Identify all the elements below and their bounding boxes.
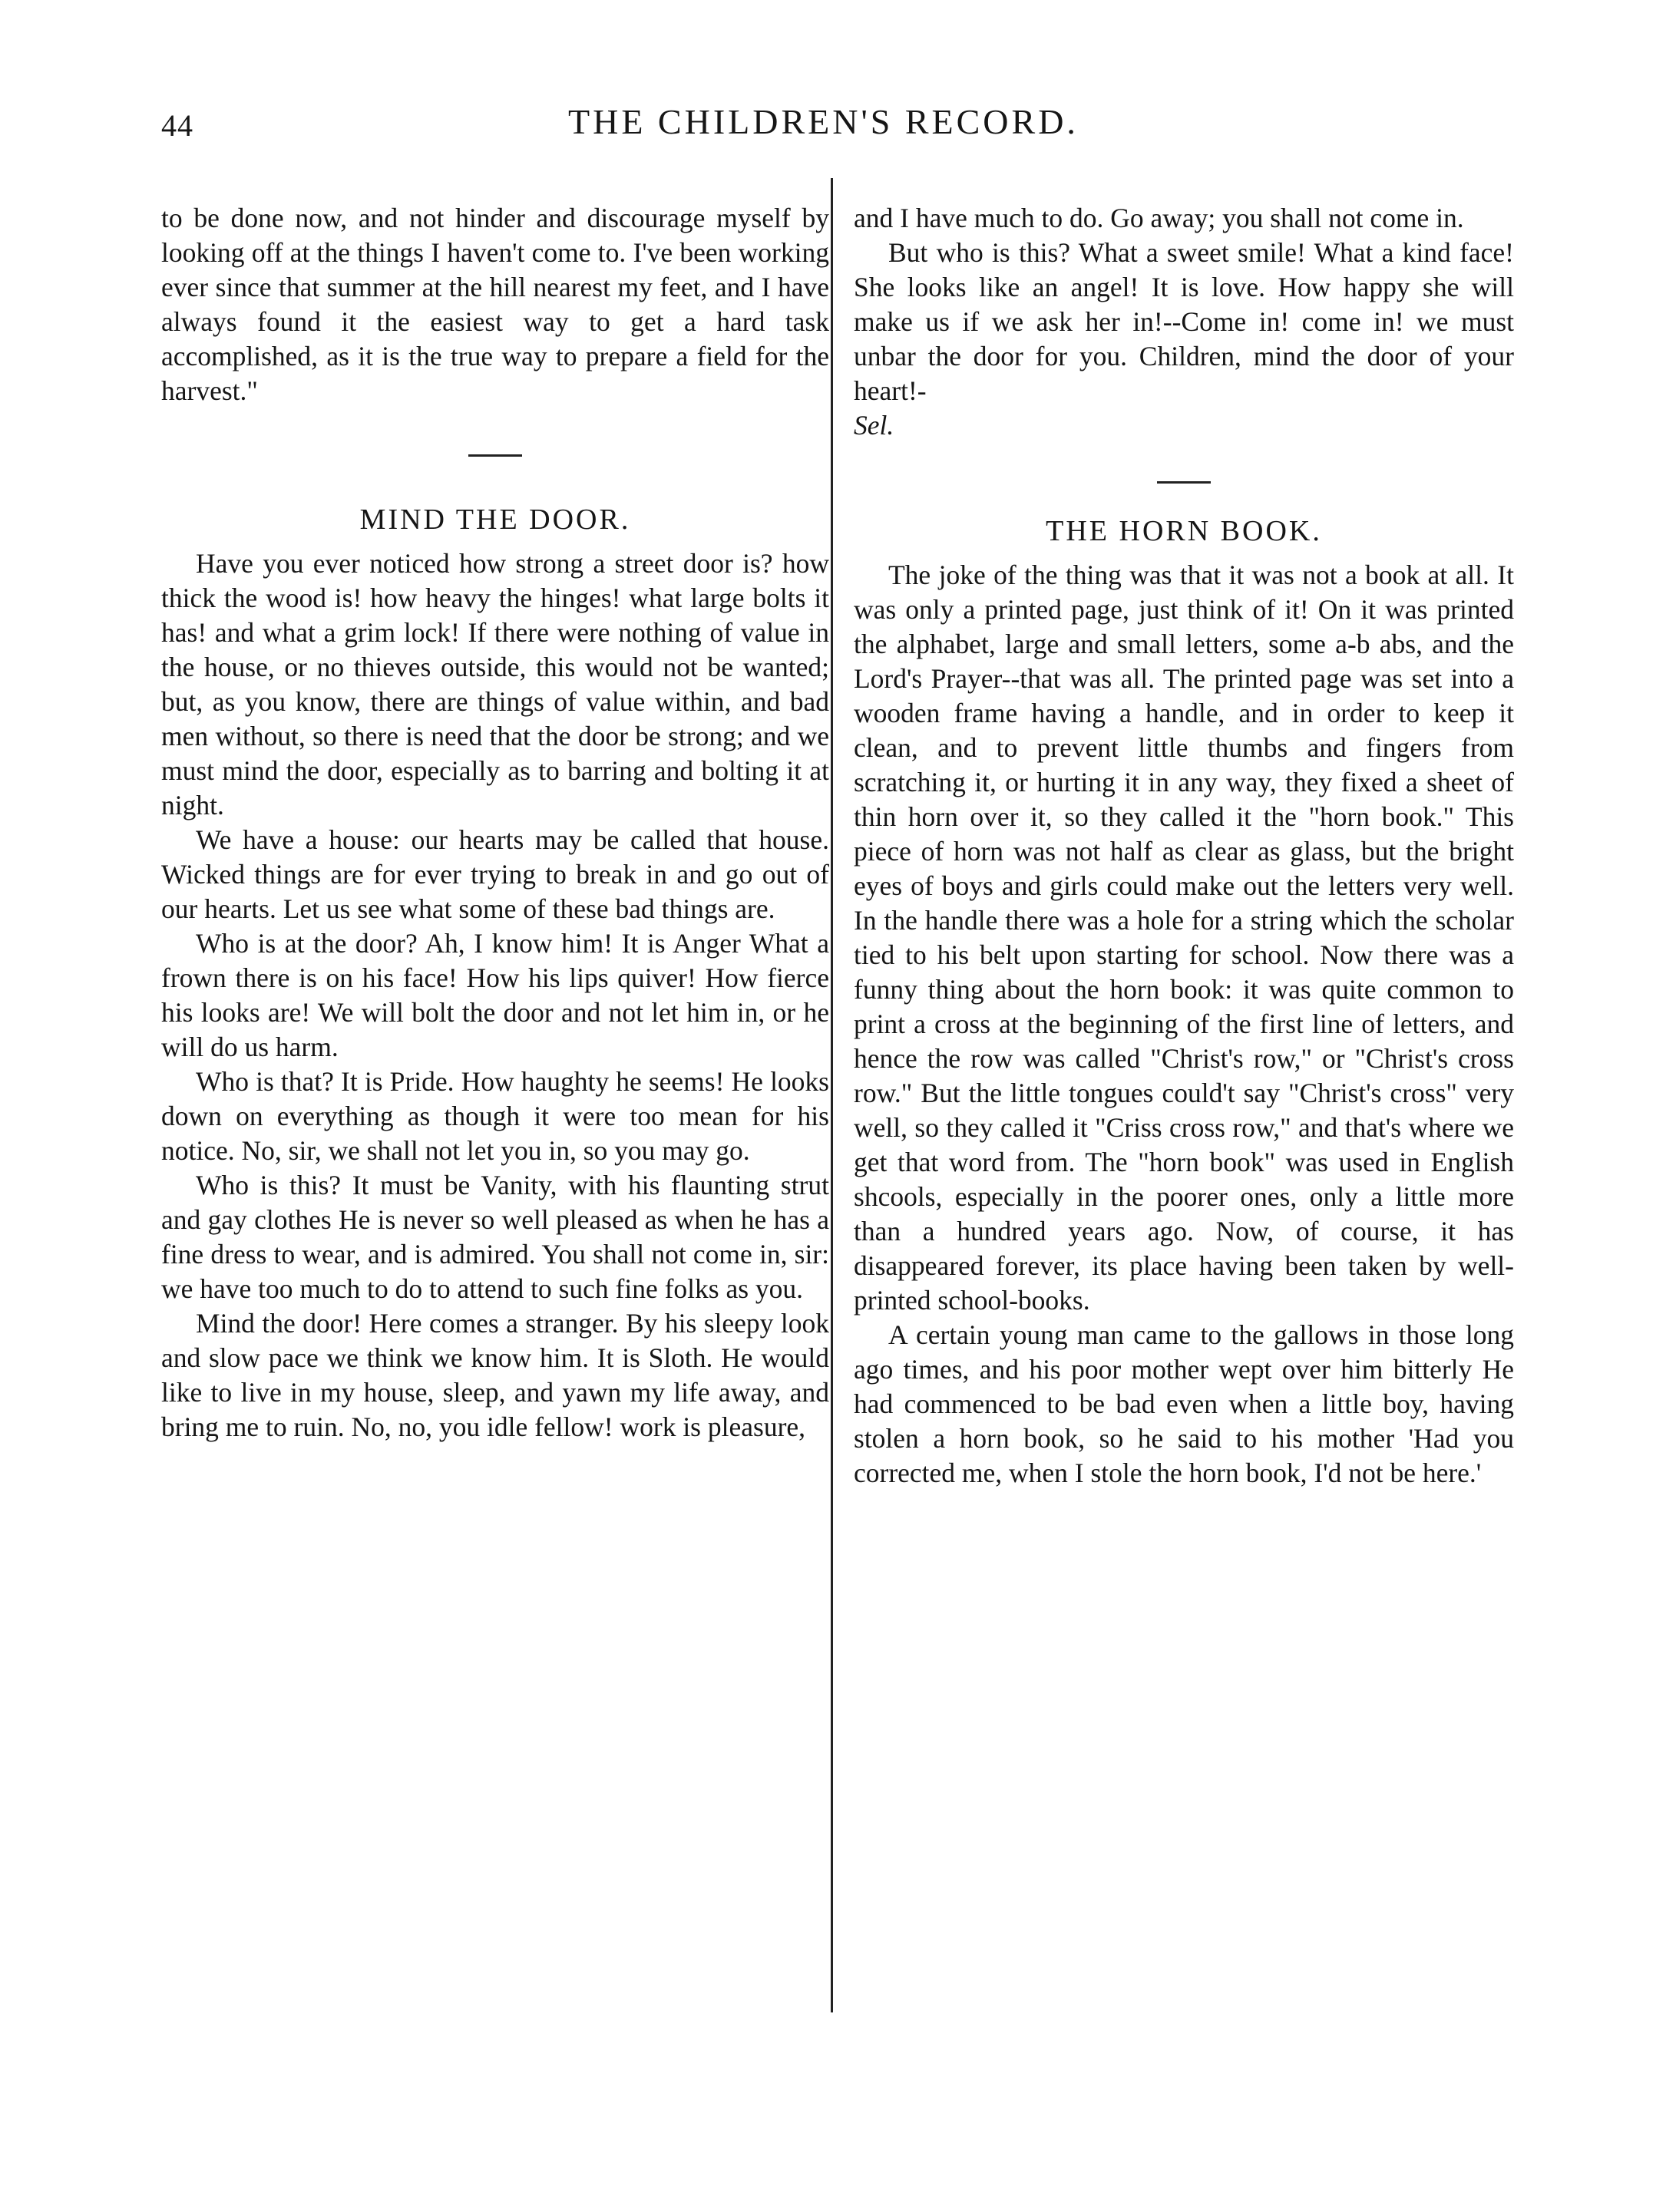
paragraph: Who is this? It must be Vanity, with his flaunting strut and gay clothes He is never so well pleased as when he has a fine dress to wear, and is admired. You shall not come in, sir: we have too much to do to attend to such fine folks as you. — [161, 1170, 829, 1304]
left-column — [161, 201, 829, 1444]
paragraph: The joke of the thing was that it was not a book at all. It was only a printed page, just think of it! On it was printed the alphabet, large and small letters, some a-b abs, and the Lord's Prayer--that was all. The printed page was set into a wooden frame having a handle, and in order to keep it clean, and to prevent little thumbs and fingers from scratching it, or hurting it in any way, they fixed a sheet of thin horn over it, so they called it the "horn book." This piece of horn was not half as clear as glass, but the bright eyes of boys and girls could make out the letters very well. In the handle there was a hole for a string which the scholar tied to his belt upon starting for school. Now there was a funny thing about the horn book: it was quite common to print a cross at the beginning of the first line of letters, and hence the row was called "Christ's row," or "Christ's cross row." But the little tongues could't say "Christ's cross" very well, so they called it "Criss cross row," and that's where we get that word from. The "horn book" was used in English shcools, especially in the poorer ones, only a little more than a hundred years ago. Now, of course, it has disappeared forever, its place having been taken by well-printed school-books. — [854, 560, 1514, 1316]
section-separator — [1157, 481, 1211, 484]
continued-paragraph: and I have much to do. Go away; you shall not come in. — [854, 203, 1464, 233]
right-column — [854, 201, 1514, 1491]
paragraph: Mind the door! Here comes a stranger. By his sleepy look and slow pace we think we know him. It is Sloth. He would like to live in my house, sleep, and yawn my life away, and bring me to ruin. No, no, you idle fellow! work is pleasure, — [161, 1308, 829, 1442]
page-number: 44 — [161, 108, 193, 143]
section-separator — [468, 454, 522, 457]
column-divider — [831, 178, 833, 2012]
paragraph: Who is that? It is Pride. How haughty he seems! He looks down on everything as though it were too mean for his notice. No, sir, we shall not let you in, so you may go. — [161, 1066, 829, 1166]
signature: Sel. — [854, 410, 894, 441]
paragraph: Have you ever noticed how strong a street door is? how thick the wood is! how heavy the hinges! what large bolts it has! and what a grim lock! If there were nothing of value in the house, or no thieves outside, this would not be wanted; but, as you know, there are things of value within, and bad men without, so there is need that the door be strong; and we must mind the door, especially as to barring and bolting it at night. — [161, 548, 829, 820]
running-title: THE CHILDREN'S RECORD. — [568, 102, 1079, 141]
continued-paragraph: to be done now, and not hinder and discourage myself by looking off at the things I haven't come to. I've been working ever since that summer at the hill nearest my feet, and I have always found it the easiest way to get a hard task accomplished, as it is the true way to prepare a field for the harvest." — [161, 203, 829, 406]
paragraph: Who is at the door? Ah, I know him! It is Anger What a frown there is on his face! How his lips quiver! How fierce his looks are! We will bolt the door and not let him in, or he will do us harm. — [161, 928, 829, 1062]
article-title-mind-the-door: MIND THE DOOR. — [359, 503, 631, 536]
article-title-horn-book: THE HORN BOOK. — [1046, 515, 1322, 547]
paragraph: But who is this? What a sweet smile! What a kind face! She looks like an angel! It is love. How happy she will make us if we ask her in!--Come in! come in! we must unbar the door for you. Children, mind the door of your heart!- — [854, 237, 1514, 406]
paragraph: A certain young man came to the gallows in those long ago times, and his poor mother wept over him bitterly He had commenced to be bad even when a little boy, having stolen a horn book, so he said to his mother 'Had you corrected me, when I stole the horn book, I'd not be here.' — [854, 1319, 1514, 1488]
paragraph: We have a house: our hearts may be called that house. Wicked things are for ever trying to break in and go out of our hearts. Let us see what some of these bad things are. — [161, 824, 829, 924]
